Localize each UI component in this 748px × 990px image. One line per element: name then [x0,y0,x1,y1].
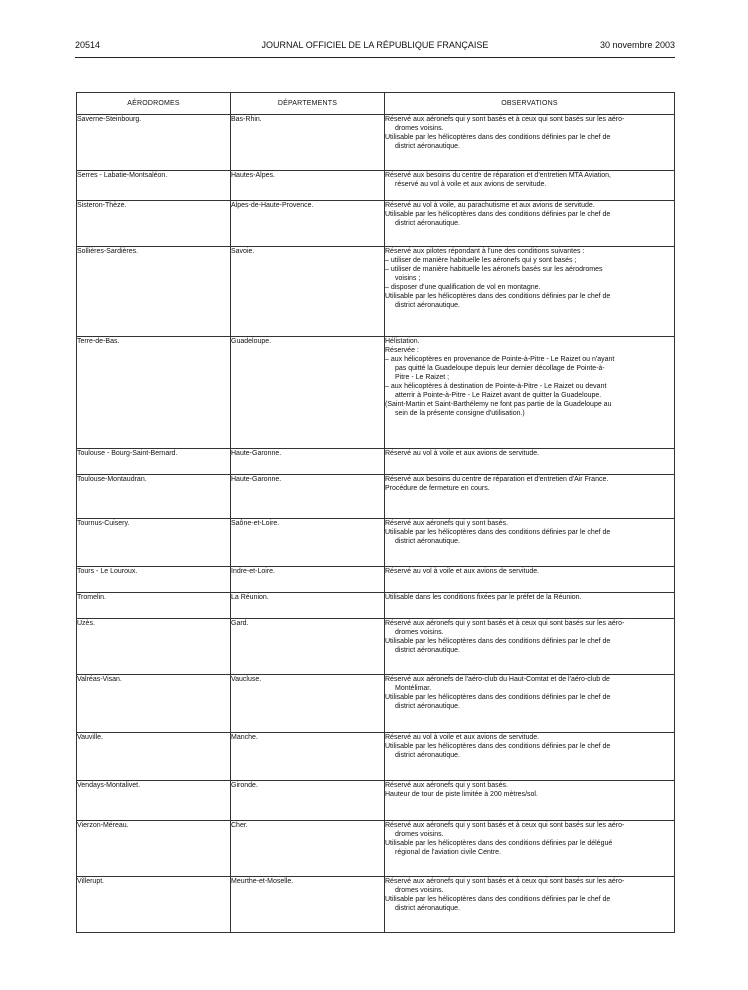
observation-line: Réservée : [385,347,419,354]
observation-line: Réservé aux aéronefs de l'aéro-club du Haut-Comtat et de l'aéro-club de [385,676,610,683]
observation-line: district aéronautique. [395,220,460,227]
departement-cell: La Réunion. [231,593,385,619]
table-row [77,449,675,475]
table-row [77,877,675,933]
aerodrome-cell: Tromelin. [77,593,231,619]
observations-cell [385,567,675,593]
table-row [77,821,675,877]
observation-line: Réservé aux aéronefs qui y sont basés. [385,520,508,527]
observation-line: Réservé aux aéronefs qui y sont basés et à ceux qui sont basés sur les aéro- [385,116,625,123]
observation-line: Montélimar. [395,685,432,692]
journal-title: JOURNAL OFFICIEL DE LA RÉPUBLIQUE FRANÇAISE [261,40,489,50]
observation-line: Utilisable dans les conditions fixées par le préfet de la Réunion. [385,594,582,601]
aerodrome-cell: Valréas-Visan. [77,675,231,733]
observation-line: sein de la présente consigne d'utilisation.) [395,410,525,417]
observation-line: dromes voisins. [395,831,444,838]
observation-line: Hélistation. [385,338,420,345]
observation-line: Réservé aux aéronefs qui y sont basés. [385,782,508,789]
observation-line: Utilisable par les hélicoptères dans des conditions définies par le chef de [385,743,611,750]
observation-line: – disposer d'une qualification de vol en montagne. [385,284,541,291]
observation-line: dromes voisins. [395,125,444,132]
observation-line: district aéronautique. [395,905,460,912]
observation-line: atterrir à Pointe-à-Pitre - Le Raizet avant de quitter la Guadeloupe. [395,392,602,399]
observation-line: Réservé aux besoins du centre de réparation et d'entretien MTA Aviation, [385,172,611,179]
observations-cell [385,115,675,171]
observation-line: Utilisable par les hélicoptères dans des conditions définies par le chef de [385,134,611,141]
aerodrome-cell: Toulouse-Montaudran. [77,475,231,519]
table-row [77,567,675,593]
departement-cell: Gard. [231,619,385,675]
departement-cell: Saône-et-Loire. [231,519,385,567]
observation-line: – utiliser de manière habituelle les aéronefs qui y sont basés ; [385,257,577,264]
aerodrome-cell: Serres - Labatie-Montsaléon. [77,171,231,201]
observation-line: dromes voisins. [395,887,444,894]
observation-line: Utilisable par les hélicoptères dans des conditions définies par le chef de [385,529,611,536]
observation-line: réservé au vol à voile et aux avions de servitude. [395,181,547,188]
aerodrome-cell: Toulouse - Bourg-Saint-Bernard. [77,449,231,475]
column-header-aerodromes: AÉRODROMES [77,93,231,115]
page-number: 20514 [75,40,101,50]
departement-cell: Bas-Rhin. [231,115,385,171]
departement-cell: Haute-Garonne. [231,449,385,475]
observations-cell [385,519,675,567]
table-body [77,115,675,933]
observations-cell [385,337,675,449]
observations-cell [385,475,675,519]
observation-line: (Saint-Martin et Saint-Barthélemy ne font pas partie de la Guadeloupe au [385,401,612,408]
observation-line: – utiliser de manière habituelle les aéronefs basés sur les aérodromes [385,266,603,273]
departement-cell: Manche. [231,733,385,781]
aerodrome-cell: Vendays-Montalivet. [77,781,231,821]
observation-line: Réservé aux aéronefs qui y sont basés et à ceux qui sont basés sur les aéro- [385,620,625,627]
aerodrome-cell: Saverne-Steinbourg. [77,115,231,171]
observation-line: Réservé au vol à voile et aux avions de servitude. [385,734,540,741]
observation-line: régional de l'aviation civile Centre. [395,849,502,856]
observation-line: pas quitté la Guadeloupe depuis leur dernier décollage de Pointe-à- [395,365,605,372]
observations-cell [385,877,675,933]
aerodrome-cell: Uzès. [77,619,231,675]
table-row [77,781,675,821]
observations-cell [385,201,675,247]
aerodrome-cell: Villerupt. [77,877,231,933]
observation-line: Utilisable par les hélicoptères dans des conditions définies par le chef de [385,896,611,903]
observations-cell [385,619,675,675]
observation-line: Utilisable par les hélicoptères dans des conditions définies par le chef de [385,211,611,218]
column-header-observations: OBSERVATIONS [385,93,675,115]
observation-line: – aux hélicoptères en provenance de Pointe-à-Pitre - Le Raizet ou n'ayant [385,356,615,363]
departement-cell: Gironde. [231,781,385,821]
observation-line: Réservé aux aéronefs qui y sont basés et à ceux qui sont basés sur les aéro- [385,822,625,829]
table-row [77,675,675,733]
observation-line: district aéronautique. [395,647,460,654]
observation-line: district aéronautique. [395,703,460,710]
header-rule [75,57,675,58]
observation-line: Utilisable par les hélicoptères dans des conditions définies par le délégué [385,840,613,847]
observations-cell [385,821,675,877]
table-row [77,619,675,675]
aerodrome-cell: Sollières-Sardières. [77,247,231,337]
departement-cell: Alpes-de-Haute-Provence. [231,201,385,247]
aerodrome-cell: Tours - Le Louroux. [77,567,231,593]
observation-line: Procédure de fermeture en cours. [385,485,490,492]
observation-line: Réservé au vol à voile et aux avions de servitude. [385,568,540,575]
table-row [77,115,675,171]
departement-cell: Hautes-Alpes. [231,171,385,201]
observations-cell [385,675,675,733]
table-header-row [77,93,675,115]
departement-cell: Indre-et-Loire. [231,567,385,593]
observations-cell [385,449,675,475]
observation-line: Hauteur de tour de piste limitée à 200 mètres/sol. [385,791,538,798]
table-row [77,519,675,567]
observation-line: dromes voisins. [395,629,444,636]
observations-cell [385,733,675,781]
observation-line: Utilisable par les hélicoptères dans des conditions définies par le chef de [385,293,611,300]
table-row [77,201,675,247]
observation-line: voisins ; [395,275,421,282]
observations-cell [385,593,675,619]
observation-line: Utilisable par les hélicoptères dans des conditions définies par le chef de [385,638,611,645]
observation-line: Réservé aux aéronefs qui y sont basés et à ceux qui sont basés sur les aéro- [385,878,625,885]
departement-cell: Guadeloupe. [231,337,385,449]
aerodrome-cell: Sisteron-Thèze. [77,201,231,247]
observation-line: Utilisable par les hélicoptères dans des conditions définies par le chef de [385,694,611,701]
table-row [77,733,675,781]
observation-line: district aéronautique. [395,302,460,309]
observations-cell [385,781,675,821]
observation-line: Réservé aux besoins du centre de réparation et d'entretien d'Air France. [385,476,609,483]
observation-line: district aéronautique. [395,752,460,759]
table-row [77,171,675,201]
table-row [77,337,675,449]
aerodrome-cell: Tournus-Cuisery. [77,519,231,567]
aerodrome-cell: Vauville. [77,733,231,781]
departement-cell: Cher. [231,821,385,877]
observations-cell [385,247,675,337]
table-row [77,247,675,337]
observation-line: district aéronautique. [395,538,460,545]
aerodromes-table [76,92,675,933]
observation-line: Réservé aux pilotes répondant à l'une des conditions suivantes : [385,248,585,255]
observation-line: Réservé au vol à voile, au parachutisme et aux avions de servitude. [385,202,595,209]
observation-line: Réservé au vol à voile et aux avions de servitude. [385,450,540,457]
table-row [77,593,675,619]
aerodrome-cell: Vierzon-Méreau. [77,821,231,877]
column-header-departements: DÉPARTEMENTS [231,93,385,115]
departement-cell: Haute-Garonne. [231,475,385,519]
departement-cell: Meurthe-et-Moselle. [231,877,385,933]
observations-cell [385,171,675,201]
departement-cell: Vaucluse. [231,675,385,733]
aerodrome-cell: Terre-de-Bas. [77,337,231,449]
observation-line: – aux hélicoptères à destination de Pointe-à-Pitre - Le Raizet ou devant [385,383,607,390]
publication-date: 30 novembre 2003 [599,40,675,50]
table-row [77,475,675,519]
departement-cell: Savoie. [231,247,385,337]
observation-line: Pitre - Le Raizet ; [395,374,450,381]
page-header [75,40,675,56]
observation-line: district aéronautique. [395,143,460,150]
